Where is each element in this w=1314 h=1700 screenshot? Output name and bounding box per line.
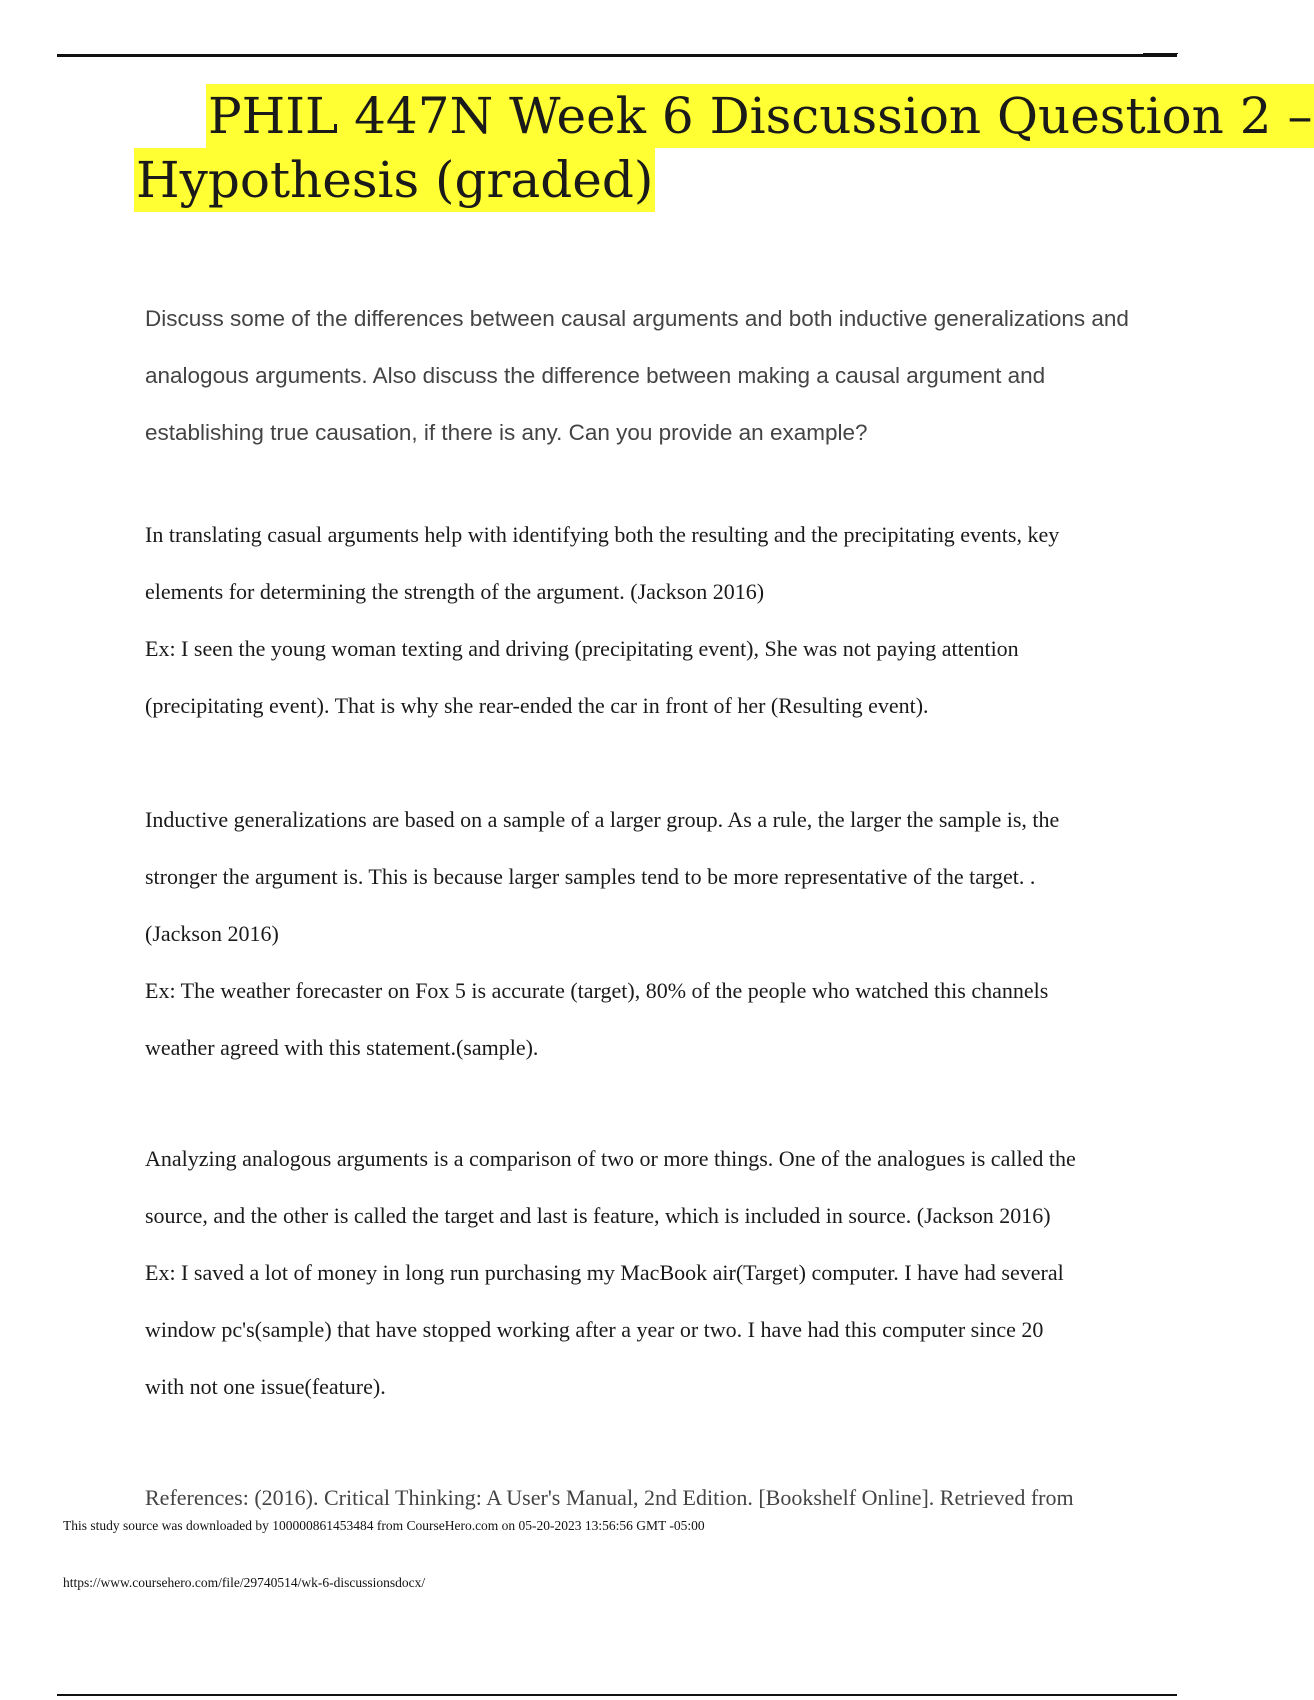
top-rule-extension bbox=[1143, 53, 1178, 54]
paragraph-line: In translating casual arguments help with identifying both the resulting and the precipitating events, key bbox=[145, 522, 1060, 547]
causal-arguments-paragraph bbox=[145, 506, 1200, 734]
paragraph-line: (precipitating event). That is why she rear-ended the car in front of her (Resulting event). bbox=[145, 693, 929, 718]
title-line-1: PHIL 447N Week 6 Discussion Question 2 – bbox=[206, 84, 1314, 148]
paragraph-line: Ex: I seen the young woman texting and driving (precipitating event), She was not paying attention bbox=[145, 636, 1019, 661]
paragraph-line: with not one issue(feature). bbox=[145, 1374, 386, 1399]
prompt-line: establishing true causation, if there is any. Can you provide an example? bbox=[145, 420, 868, 445]
inductive-generalizations-paragraph bbox=[145, 791, 1200, 1076]
source-url[interactable]: https://www.coursehero.com/file/29740514/wk-6-discussionsdocx/ bbox=[63, 1575, 426, 1590]
paragraph-line: Analyzing analogous arguments is a comparison of two or more things. One of the analogues is called the bbox=[145, 1146, 1076, 1171]
top-rule bbox=[57, 54, 1177, 57]
paragraph-line: weather agreed with this statement.(sample). bbox=[145, 1035, 539, 1060]
paragraph-line: stronger the argument is. This is because larger samples tend to be more representative of the target. . bbox=[145, 864, 1036, 889]
analogous-arguments-paragraph bbox=[145, 1130, 1200, 1415]
bottom-rule bbox=[57, 1694, 1177, 1696]
paragraph-line: (Jackson 2016) bbox=[145, 921, 279, 946]
discussion-prompt bbox=[145, 290, 1200, 461]
paragraph-line: window pc's(sample) that have stopped working after a year or two. I have had this computer since 20 bbox=[145, 1317, 1044, 1342]
title-line-2: Hypothesis (graded) bbox=[134, 148, 655, 212]
paragraph-line: Inductive generalizations are based on a sample of a larger group. As a rule, the larger the sample is, the bbox=[145, 807, 1060, 832]
paragraph-line: Ex: The weather forecaster on Fox 5 is accurate (target), 80% of the people who watched this channels bbox=[145, 978, 1049, 1003]
download-notice: This study source was downloaded by 100000861453484 from CourseHero.com on 05-20-2023 13:56:56 GMT -05:00 bbox=[63, 1518, 705, 1533]
paragraph-line: source, and the other is called the target and last is feature, which is included in source. (Jackson 2016) bbox=[145, 1203, 1051, 1228]
paragraph-line: Ex: I saved a lot of money in long run purchasing my MacBook air(Target) computer. I have had several bbox=[145, 1260, 1064, 1285]
prompt-line: Discuss some of the differences between causal arguments and both inductive generalizations and bbox=[145, 306, 1129, 331]
prompt-line: analogous arguments. Also discuss the difference between making a causal argument and bbox=[145, 363, 1046, 388]
paragraph-line: elements for determining the strength of the argument. (Jackson 2016) bbox=[145, 579, 765, 604]
references-line: References: (2016). Critical Thinking: A User's Manual, 2nd Edition. [Bookshelf Online]. Retrieved from bbox=[145, 1485, 1074, 1510]
document-title bbox=[134, 84, 1313, 212]
